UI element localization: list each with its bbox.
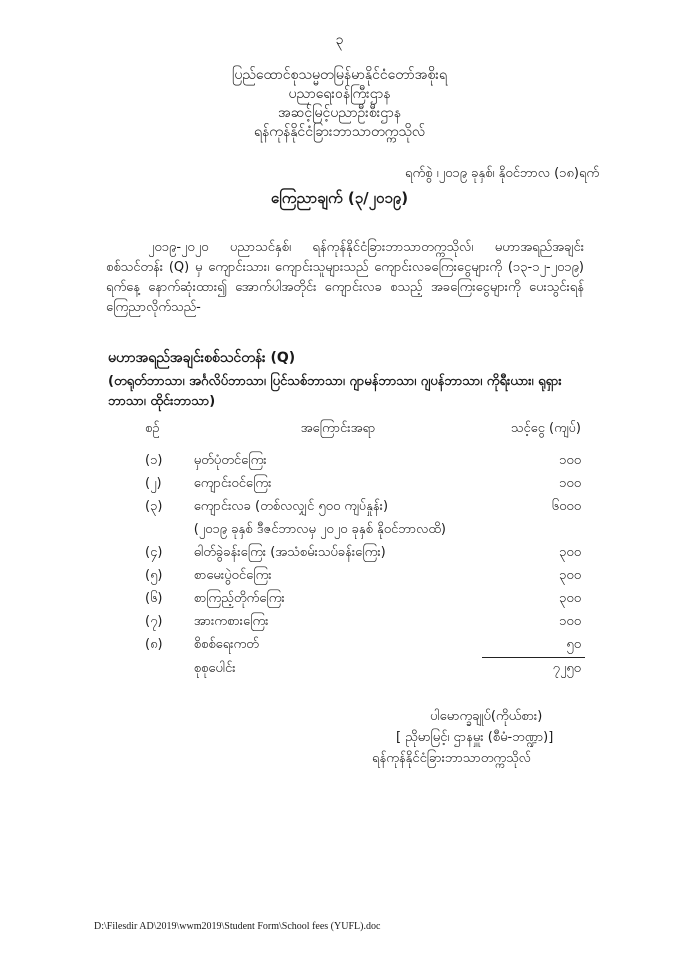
signature-title: ပါမောက္ခချုပ်(ကိုယ်စား) — [430, 709, 543, 724]
header-university: ရန်ကုန်နိုင်ငံခြားဘာသာတက္ကသိုလ် — [253, 124, 426, 140]
header-amount: သင့်ငွေ (ကျပ်) — [510, 421, 581, 436]
body-paragraph: ၂၀၁၉-၂၀၂၀ ပညာသင်နှစ်၊ ရန်ကုန်နိုင်ငံခြားဘာသာတက္ကသိုလ်၊ မဟာအရည်အချင်းစစ်သင်တန်း (Q) မှ ကျောင်းသား၊ ကျောင်းသူများသည် ကျောင်းလခကြေးငွေများကို (၁၃-၁၂-၂၀၁၉) ရက်နေ့ နောက်ဆုံးထား၍ အောက်ပါအတိုင်း ကျောင်းလခ စသည့် အခကြေးငွေများကို ပေးသွင်းရန် ကြေညာလိုက်သည်- — [106, 240, 584, 315]
table-row — [145, 634, 585, 658]
row-no: (၄) — [145, 545, 163, 560]
row-no: (၆) — [145, 591, 163, 606]
table-row — [145, 473, 585, 496]
table-row — [145, 450, 585, 473]
header-no: စဉ် — [145, 421, 160, 436]
header-department: အဆင့်မြင့်ပညာဦးစီးဌာန — [277, 105, 402, 121]
table-row — [145, 611, 585, 634]
row-item: ကျောင်းလခ (တစ်လလျှင် ၅၀၀ ကျပ်နှုန်း) — [193, 499, 389, 514]
signature-name: [ ညိုမာမြင့်၊ ဌာနမှူး (စီမံ-ဘဏ္ဍာ)] — [396, 730, 554, 745]
table-row — [145, 565, 585, 588]
total-row — [145, 658, 585, 682]
subjects-list: (တရုတ်ဘာသာ၊ အင်္ဂလိပ်ဘာသာ၊ ပြင်သစ်ဘာသာ၊ ဂျာမန်ဘာသာ၊ ဂျပန်ဘာသာ၊ ကိုရီးယား၊ ရုရှားဘာသာ၊ ထိုင်းဘာသာ) — [108, 374, 562, 409]
row-item: စိစစ်ရေးကတ် — [193, 637, 259, 653]
total-amount: ၇၂၅၀ — [552, 661, 581, 676]
fee-table-header — [145, 420, 585, 450]
table-row — [145, 588, 585, 611]
row-amount: ၁၀၀ — [559, 614, 581, 629]
page-number: ၃ — [335, 32, 344, 48]
row-no: (၂) — [145, 476, 162, 491]
row-item: အားကစားကြေး — [193, 614, 269, 629]
letterhead — [0, 66, 679, 142]
row-item: စာကြည့်တိုက်ကြေး — [193, 591, 285, 606]
row-no: (၈) — [145, 637, 163, 653]
section-title: မဟာအရည်အချင်းစစ်သင်တန်း (Q) — [108, 350, 296, 366]
row-amount: ၆၀၀၀ — [551, 499, 581, 514]
row-item: ကျောင်းဝင်ကြေး — [193, 476, 272, 491]
date-line: ရက်စွဲ ၊၂၀၁၉ ခုနှစ်၊ နိုဝင်ဘာလ (၁၈)ရက် — [405, 166, 600, 181]
announcement-title: ကြေညာချက် (၃/၂၀၁၉) — [270, 189, 409, 207]
row-amount: ၅၀ — [482, 634, 585, 658]
table-row — [145, 542, 585, 565]
total-label: စုစုပေါင်း — [193, 660, 236, 676]
row-item-note: (၂၀၁၉ ခုနှစ် ဒီဇင်ဘာလမှ ၂၀၂၀ ခုနှစ် နိုဝင်ဘာလထိ) — [193, 522, 446, 537]
fee-table — [145, 420, 585, 681]
row-item: မှတ်ပုံတင်ကြေး — [193, 453, 267, 468]
row-no: (၅) — [145, 568, 163, 583]
row-amount: ၁၀၀ — [559, 453, 581, 468]
row-amount: ၃၀၀ — [559, 591, 581, 606]
table-row — [145, 496, 585, 519]
row-amount — [482, 519, 585, 542]
signature-institution: ရန်ကုန်နိုင်ငံခြားဘာသာတက္ကသိုလ် — [372, 751, 531, 766]
row-no — [145, 519, 194, 542]
header-ministry: ပညာရေးဝန်ကြီးဌာန — [288, 86, 391, 102]
header-government: ပြည်ထောင်စုသမ္မတမြန်မာနိုင်ငံတော်အစိုးရ — [232, 67, 447, 83]
header-item: အကြောင်းအရာ — [300, 421, 376, 436]
row-no: (၁) — [145, 453, 163, 468]
row-no: (၇) — [145, 614, 163, 629]
row-amount: ၁၀၀ — [559, 476, 581, 491]
row-amount: ၃၀၀ — [559, 568, 581, 583]
row-no: (၃) — [145, 499, 163, 514]
row-item: ဓါတ်ခွဲခန်းကြေး (အသံစမ်းသပ်ခန်းကြေး) — [193, 545, 386, 560]
table-row — [145, 519, 585, 542]
row-item: စာမေးပွဲဝင်ကြေး — [193, 568, 272, 583]
file-path-footer: D:\Filesdir AD\2019\wwm2019\Student Form\School fees (YUFL).doc — [94, 921, 381, 932]
signature-block — [372, 706, 553, 769]
row-amount: ၃၀၀ — [559, 545, 581, 560]
